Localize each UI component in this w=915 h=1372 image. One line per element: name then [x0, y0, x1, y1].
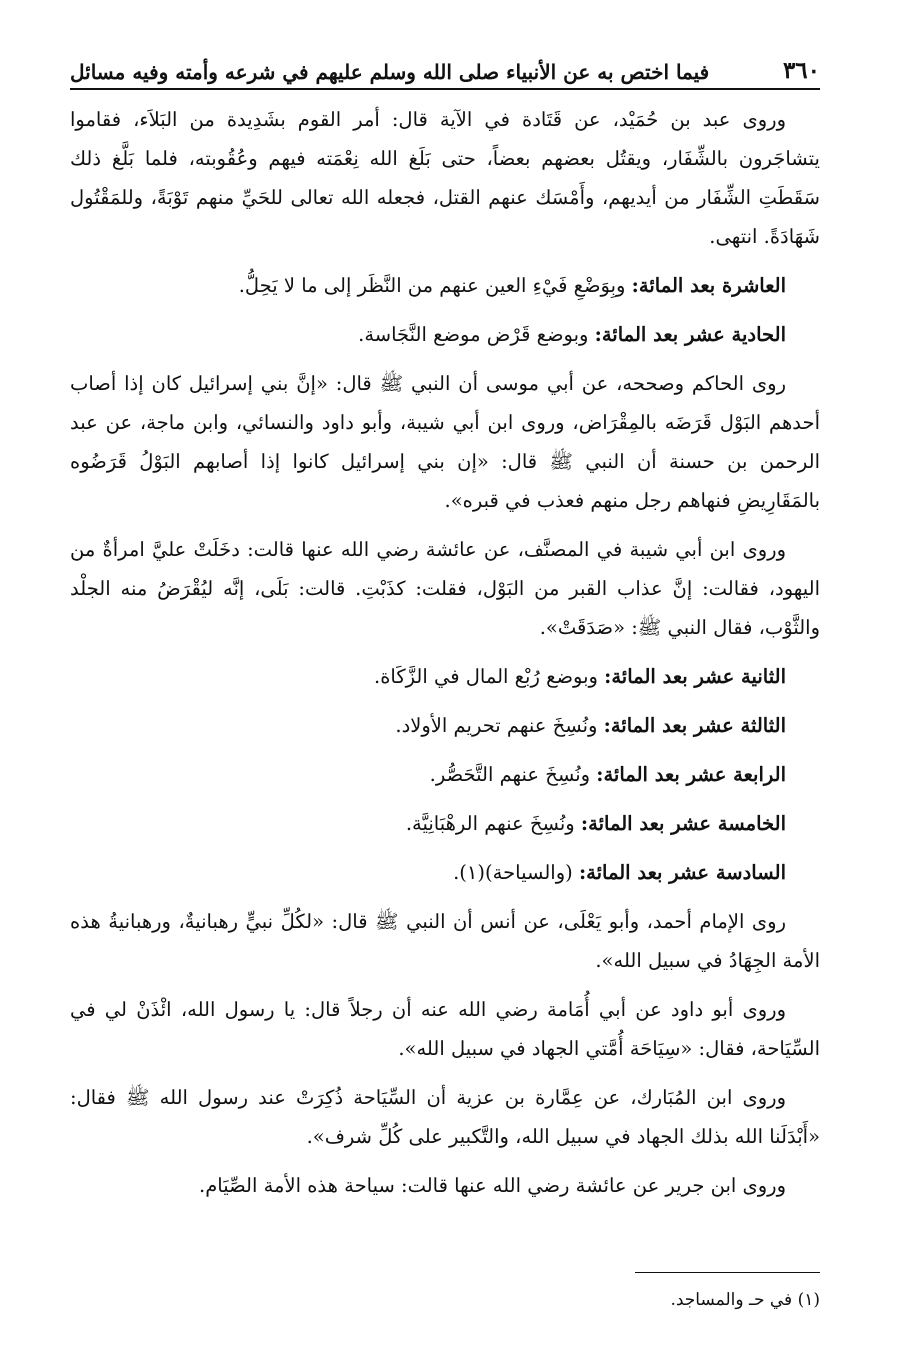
list-item [70, 315, 820, 354]
paragraph: وروى عبد بن حُمَيْد، عن قَتَادة في الآية قال: أمر القوم بشَدِيدة من البَلاَء، فقاموا يتشاجَرون بالشِّفَار، ويقتُل بعضهم بعضاً، حتى بَلَغ الله نِعْمَته فيهم وعُقُوبته، فلما بَلَّغ ذلك سَقَطَتِ الشِّفَار من أيديهم، وأَمْسَك عنهم القتل، فجعله الله تعالى للحَيِّ منهم تَوْبَةً، وللمَقْتُول شَهَادَةً. انتهى. [70, 108, 820, 248]
page-header [70, 40, 820, 90]
item-text: (والسياحة)(١). [453, 861, 579, 884]
item-label: الثانية عشر بعد المائة: [604, 665, 786, 688]
paragraph: روى الإمام أحمد، وأبو يَعْلَى، عن أنس أن النبي ﷺ قال: «لكُلِّ نبيٍّ رهبانيةٌ، ورهبانيةُ هذه الأمة الجِهَادُ في سبيل الله». [70, 910, 820, 972]
footnote: (١) في حـ والمساجد. [670, 1290, 820, 1310]
paragraph: وروى ابن المُبَارك، عن عِمَّارة بن عزية أن السِّيَاحة ذُكِرَتْ عند رسول الله ﷺ فقال: «أَبْدَلَنا الله بذلك الجهاد في سبيل الله، والتَّكبير على كُلِّ شرف». [70, 1086, 820, 1148]
footnote-divider [635, 1272, 820, 1273]
page-body [70, 100, 820, 1205]
paragraph: روى الحاكم وصححه، عن أبي موسى أن النبي ﷺ قال: «إنَّ بني إسرائيل كان إذا أصاب أحدهم البَوْل قَرَضَه بالمِقْرَاض، وروى ابن أبي شيبة، وأبو داود والنسائي، وابن ماجة، عن عبد الرحمن بن حسنة أن النبي ﷺ قال: «إن بني إسرائيل كانوا إذا أصابهم البَوْلُ قَرَضُوه بالمَقَارِيضِ فنهاهم رجل منهم فعذب في قبره». [70, 372, 820, 512]
item-label: العاشرة بعد المائة: [631, 274, 786, 297]
running-title: فيما اختص به عن الأنبياء صلى الله وسلم عليهم في شرعه وأمته وفيه مسائل [70, 60, 710, 84]
book-page [70, 40, 820, 1340]
paragraph: وروى أبو داود عن أبي أُمَامة رضي الله عنه أن رجلاً قال: يا رسول الله، ائْذَنْ لي في السِّيَاحة، فقال: «سِيَاحَة أُمَّتي الجهاد في سبيل الله». [70, 998, 820, 1060]
paragraph: وروى ابن أبي شيبة في المصنَّف، عن عائشة رضي الله عنها قالت: دخَلَتْ عليَّ امرأةٌ من اليهود، فقالت: إنَّ عذاب القبر من البَوْل، فقلت: كذَبْتِ. قالت: بَلَى، إنَّه ليُقْرَضُ منه الجلْد والثَّوْب، فقال النبي ﷺ: «صَدَقَتْ». [70, 538, 820, 639]
paragraph: وروى ابن جرير عن عائشة رضي الله عنها قالت: سياحة هذه الأمة الصِّيَام. [199, 1174, 786, 1197]
item-text: وبِوَضْعِ فَيْءِ العين عنهم من النَّظَر إلى ما لا يَحِلُّ. [238, 274, 632, 297]
item-label: الثالثة عشر بعد المائة: [603, 714, 786, 737]
list-item [70, 853, 820, 892]
list-item [70, 755, 820, 794]
item-text: وبوضع قَرْض موضع النَّجَاسة. [358, 323, 595, 346]
item-text: ونُسِخَ عنهم تحريم الأولاد. [395, 714, 604, 737]
list-item [70, 266, 820, 305]
page-number: ٣٦٠ [782, 57, 820, 84]
list-item [70, 657, 820, 696]
item-text: ونُسِخَ عنهم التَّحَصُّر. [429, 763, 597, 786]
item-text: وبوضع رُبْع المال في الزَّكَاة. [374, 665, 605, 688]
item-label: السادسة عشر بعد المائة: [578, 861, 786, 884]
list-item [70, 706, 820, 745]
item-label: الحادية عشر بعد المائة: [594, 323, 786, 346]
list-item [70, 804, 820, 843]
item-label: الرابعة عشر بعد المائة: [596, 763, 786, 786]
item-label: الخامسة عشر بعد المائة: [580, 812, 786, 835]
item-text: ونُسِخَ عنهم الرهْبَانِيَّة. [405, 812, 581, 835]
